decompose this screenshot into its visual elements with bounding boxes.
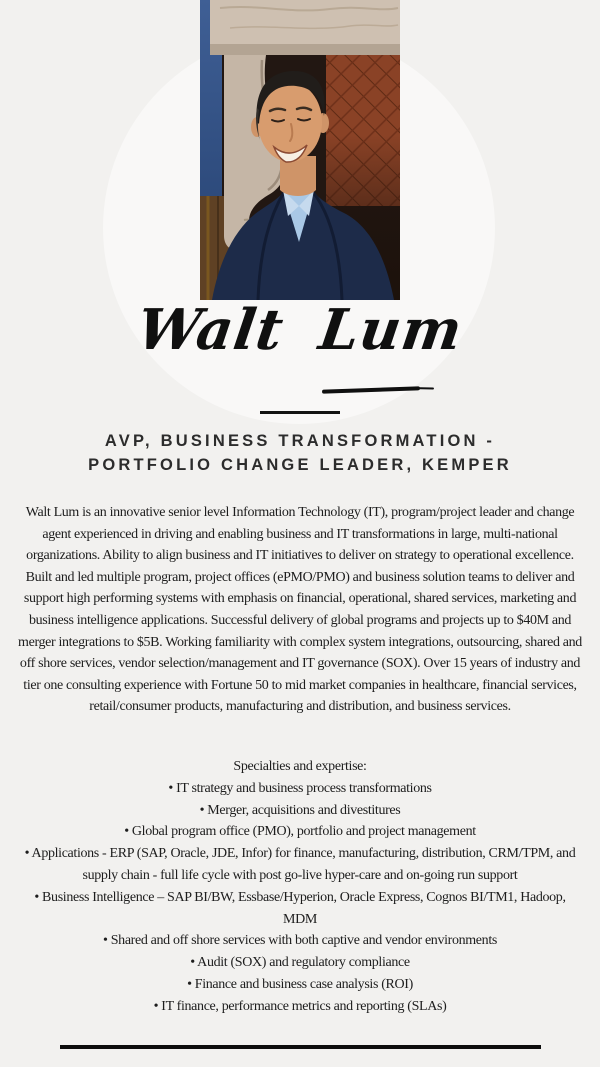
specialty-item: • IT strategy and business process transformations — [168, 780, 432, 796]
specialty-item: • Audit (SOX) and regulatory compliance — [190, 955, 410, 971]
specialty-item: • Applications - ERP (SAP, Oracle, JDE, Infor) for finance, manufacturing, distribution, CRM/TPM, and supply chain - full life cycle with post go-live hyper-care and on-going run support — [24, 846, 576, 883]
specialty-item: • Business Intelligence – SAP BI/BW, Essbase/Hyperion, Oracle Express, Cognos BI/TM1, Hadoop, MDM — [34, 889, 566, 927]
specialties-header: Specialties and expertise: — [233, 759, 367, 774]
profile-title-line-1: AVP, BUSINESS TRANSFORMATION - — [104, 432, 496, 450]
specialty-item: • Merger, acquisitions and divestitures — [199, 802, 401, 818]
bottom-divider — [60, 1045, 541, 1049]
profile-title — [0, 430, 600, 477]
signature-divider — [260, 411, 340, 414]
profile-title-line-2: PORTFOLIO CHANGE LEADER, KEMPER — [88, 455, 512, 474]
specialty-item: • Finance and business case analysis (ROI) — [187, 976, 413, 992]
profile-photo — [200, 0, 400, 300]
signature-name: Walt Lum — [133, 297, 467, 363]
profile-photo-illustration — [200, 0, 400, 300]
specialties-section — [17, 756, 583, 1018]
specialty-item: • IT finance, performance metrics and reporting (SLAs) — [153, 998, 447, 1014]
specialty-item: • Shared and off shore services with both captive and vendor environments — [103, 933, 497, 949]
bio-paragraph: Walt Lum is an innovative senior level Information Technology (IT), program/project leader and change agent experienced in driving and enabling business and IT transformations in large, multi-national organizations. Ability to align business and IT initiatives to deliver on strategy to operational excellence. Built and led multiple program, project offices (ePMO/PMO) and business solution teams to deliver and support high performing systems with emphasis on financial, operational, shared services, marketing and business intelligence applications. Successful delivery of global programs and projects up to $40M and merger integrations to $5B. Working familiarity with complex system integrations, outsourcing, shared and off shore services, vendor selection/management and IT governance (SOX). Over 15 years of industry and tier one consulting experience with Fortune 50 to mid market companies in healthcare, financial services, retail/consumer products, manufacturing and distribution, and business services. — [18, 505, 582, 715]
specialty-item: • Global program office (PMO), portfolio and project management — [124, 824, 476, 840]
